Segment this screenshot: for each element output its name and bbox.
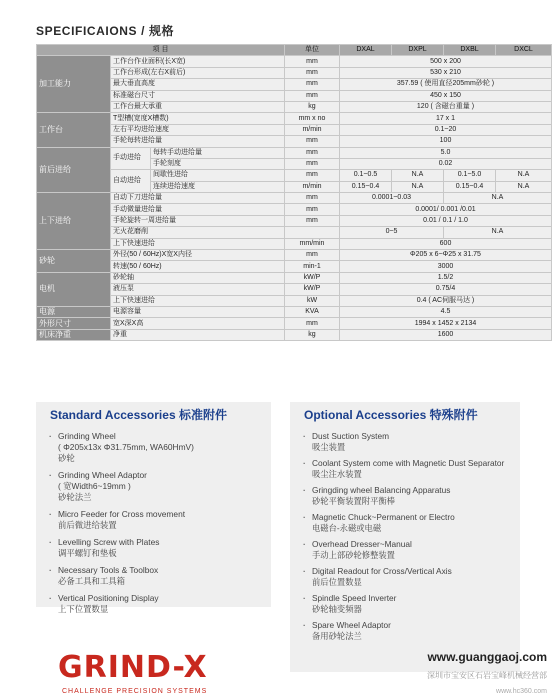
value-cell: 1.5/2: [340, 272, 552, 283]
unit-cell: min-1: [285, 261, 340, 272]
list-item: [58, 509, 271, 531]
value-cell: 450 x 150: [340, 90, 552, 101]
item-cell: 外径(50 / 60Hz)X宽X内径: [111, 250, 285, 261]
item-cell: 连续进给速度: [151, 181, 285, 192]
table-row: [37, 147, 552, 158]
accessory-en: · Vertical Positioning Display: [58, 593, 159, 603]
table-row: [37, 67, 552, 78]
unit-cell: mm: [285, 250, 340, 261]
table-row: [37, 170, 552, 181]
value-cell: 0.15~0.4: [340, 181, 392, 192]
list-item: [312, 431, 520, 453]
value-cell: 100: [340, 136, 552, 147]
accessory-en: · Magnetic Chuck~Permanent or Electro: [312, 512, 455, 522]
value-cell: 0.0001/ 0.001 /0.01: [340, 204, 552, 215]
optional-accessories-list: [290, 431, 520, 642]
accessory-cn: 前后微进给装置: [58, 520, 117, 530]
value-cell: 0.4 ( AC伺服马达 ): [340, 295, 552, 306]
category-cell: 外形尺寸: [37, 318, 111, 329]
category-cell: 加工能力: [37, 56, 111, 113]
accessory-cn: 砂轮平衡装置附平衡棒: [312, 496, 395, 506]
table-row: [37, 136, 552, 147]
standard-accessories-heading: Standard Accessories 标准附件: [50, 408, 227, 422]
list-item: [312, 566, 520, 588]
accessory-cn: 砂轮法兰: [58, 492, 92, 502]
accessory-en: · Spare Wheel Adaptor: [312, 620, 391, 630]
item-cell: 手轮旋转一周进给量: [111, 215, 285, 226]
item-cell: 最大垂直高度: [111, 79, 285, 90]
accessory-en: · Coolant System come with Magnetic Dust Separator: [312, 458, 505, 468]
table-row: [37, 306, 552, 317]
item-cell: 手轮刻度: [151, 158, 285, 169]
value-cell: N.A: [496, 170, 552, 181]
accessory-en: · Grinding Wheel Adaptor: [58, 470, 147, 480]
value-cell: 0.1~20: [340, 124, 552, 135]
accessory-en: · Micro Feeder for Cross movement: [58, 509, 186, 519]
value-cell: 0.15~0.4: [444, 181, 496, 192]
value-cell: N.A: [392, 181, 444, 192]
accessory-en: · Levelling Screw with Plates: [58, 537, 160, 547]
value-cell: N.A: [392, 170, 444, 181]
item-cell: 手轮每转进给量: [111, 136, 285, 147]
item-cell: 转速(50 / 60Hz): [111, 261, 285, 272]
header-unit: 单位: [285, 45, 340, 56]
table-row: [37, 329, 552, 340]
unit-cell: mm/min: [285, 238, 340, 249]
list-item: [312, 458, 520, 480]
watermark-company: 深圳市宝安区石岩宝峰机械经营部: [427, 671, 547, 680]
category-cell: 工作台: [37, 113, 111, 147]
value-cell: 0.75/4: [340, 284, 552, 295]
accessory-en: · Spindle Speed Inverter: [312, 593, 397, 603]
header-dxcl: DXCL: [496, 45, 552, 56]
accessory-cn: 电磁台-永磁或电磁: [312, 523, 382, 533]
unit-cell: mm: [285, 318, 340, 329]
accessory-cn: 前后位置数显: [312, 577, 362, 587]
category-cell: 上下进给: [37, 193, 111, 250]
item-cell: 净重: [111, 329, 285, 340]
value-cell: 5.0: [340, 147, 552, 158]
value-cell: N.A: [496, 181, 552, 192]
standard-accessories-list: [36, 431, 271, 615]
subcategory-cell: 手动进给: [111, 147, 151, 170]
item-cell: 左右平均进给速度: [111, 124, 285, 135]
value-cell: 357.59 ( 使用直径205mm砂轮 ): [340, 79, 552, 90]
value-cell: 0.0001~0.03: [340, 193, 444, 204]
page-title: SPECIFICAIONS / 规格: [36, 24, 175, 38]
table-row: [37, 272, 552, 283]
header-item: 项 目: [37, 45, 285, 56]
accessory-cn: 调平螺钉和垫板: [58, 548, 117, 558]
category-cell: 电机: [37, 272, 111, 306]
value-cell: N.A: [444, 193, 552, 204]
value-cell: 120 ( 含磁台重量 ): [340, 101, 552, 112]
value-cell: 0.1~5.0: [444, 170, 496, 181]
item-cell: 电源容量: [111, 306, 285, 317]
item-cell: 自动下刀进给量: [111, 193, 285, 204]
value-cell: 3000: [340, 261, 552, 272]
accessory-cn: 吸尘装置: [312, 442, 346, 452]
accessory-cn: 手动上部砂轮修整装置: [312, 550, 395, 560]
unit-cell: mm: [285, 79, 340, 90]
accessory-spec: ( Φ205x13x Φ31.75mm, WA60HmV): [58, 442, 194, 452]
value-cell: 0.1~0.5: [340, 170, 392, 181]
category-cell: 机床净重: [37, 329, 111, 340]
category-cell: 前后进给: [37, 147, 111, 193]
value-cell: 500 x 200: [340, 56, 552, 67]
table-row: [37, 79, 552, 90]
subcategory-cell: 自动进给: [111, 170, 151, 193]
accessory-en: · Dust Suction System: [312, 431, 390, 441]
table-row: [37, 318, 552, 329]
spec-header-row: [37, 45, 552, 56]
unit-cell: kW/P: [285, 284, 340, 295]
value-cell: N.A: [444, 227, 552, 238]
list-item: [312, 593, 520, 615]
list-item: [58, 537, 271, 559]
category-cell: 砂轮: [37, 250, 111, 273]
unit-cell: KVA: [285, 306, 340, 317]
table-row: [37, 90, 552, 101]
list-item: [312, 512, 520, 534]
unit-cell: kg: [285, 101, 340, 112]
accessory-cn: 上下位置数显: [58, 604, 109, 614]
unit-cell: mm: [285, 67, 340, 78]
table-row: [37, 227, 552, 238]
unit-cell: mm x no: [285, 113, 340, 124]
table-row: [37, 56, 552, 67]
list-item: [58, 431, 271, 464]
unit-cell: mm: [285, 158, 340, 169]
table-row: [37, 101, 552, 112]
value-cell: 600: [340, 238, 552, 249]
watermark-hc360: www.hc360.com: [496, 688, 547, 695]
accessory-spec: ( 宽Width6~19mm ): [58, 481, 131, 491]
item-cell: 宽X深X高: [111, 318, 285, 329]
item-cell: 工作台最大承重: [111, 101, 285, 112]
unit-cell: mm: [285, 56, 340, 67]
list-item: [58, 470, 271, 503]
list-item: [58, 593, 271, 615]
table-row: [37, 250, 552, 261]
unit-cell: mm: [285, 193, 340, 204]
item-cell: 标准磁台尺寸: [111, 90, 285, 101]
brand-logo: GRIND-X: [58, 650, 208, 685]
brand-tagline: CHALLENGE PRECISION SYSTEMS: [62, 688, 208, 695]
spec-table: [36, 44, 552, 341]
accessory-cn: 砂轮轴变频器: [312, 604, 362, 614]
item-cell: 工作台作业面积(长X宽): [111, 56, 285, 67]
header-dxbl: DXBL: [444, 45, 496, 56]
unit-cell: mm: [285, 136, 340, 147]
item-cell: 上下快速进给: [111, 238, 285, 249]
header-dxpl: DXPL: [392, 45, 444, 56]
accessory-en: · Necessary Tools & Toolbox: [58, 565, 159, 575]
unit-cell: m/min: [285, 124, 340, 135]
list-item: [312, 539, 520, 561]
unit-cell: mm: [285, 147, 340, 158]
item-cell: 间歇性进给: [151, 170, 285, 181]
unit-cell: mm: [285, 215, 340, 226]
list-item: [312, 620, 520, 642]
value-cell: 0.02: [340, 158, 552, 169]
table-row: [37, 204, 552, 215]
accessory-cn: 备用砂轮法兰: [312, 631, 362, 641]
value-cell: 1994 x 1452 x 2134: [340, 318, 552, 329]
unit-cell: mm: [285, 204, 340, 215]
accessory-en: · Gringding wheel Balancing Apparatus: [312, 485, 451, 495]
table-row: [37, 113, 552, 124]
accessory-cn: 吸尘注水装置: [312, 469, 362, 479]
value-cell: 0.01 / 0.1 / 1.0: [340, 215, 552, 226]
unit-cell: kW/P: [285, 272, 340, 283]
table-row: [37, 193, 552, 204]
list-item: [312, 485, 520, 507]
accessory-en: · Grinding Wheel: [58, 431, 116, 441]
accessory-cn: 砂轮: [58, 453, 75, 463]
item-cell: 无火花磨削: [111, 227, 285, 238]
accessory-cn: 必备工具和工具箱: [58, 576, 125, 586]
value-cell: 1600: [340, 329, 552, 340]
item-cell: 每转手动进给量: [151, 147, 285, 158]
unit-cell: mm: [285, 90, 340, 101]
category-cell: 电源: [37, 306, 111, 317]
accessory-en: · Digital Readout for Cross/Vertical Axis: [312, 566, 452, 576]
table-row: [37, 261, 552, 272]
value-cell: Φ205 x 6~Φ25 x 31.75: [340, 250, 552, 261]
unit-cell: m/min: [285, 181, 340, 192]
item-cell: 工作台形成(左右X前后): [111, 67, 285, 78]
item-cell: 上下快速进给: [111, 295, 285, 306]
unit-cell: kg: [285, 329, 340, 340]
accessory-en: · Overhead Dresser~Manual: [312, 539, 412, 549]
unit-cell: [285, 227, 340, 238]
item-cell: 手动微量进给量: [111, 204, 285, 215]
optional-accessories: [290, 402, 520, 672]
table-row: [37, 238, 552, 249]
value-cell: 0~5: [340, 227, 444, 238]
list-item: [58, 565, 271, 587]
optional-accessories-heading: Optional Accessories 特殊附件: [304, 408, 478, 422]
value-cell: 4.5: [340, 306, 552, 317]
standard-accessories: [36, 402, 271, 614]
watermark-site: www.guanggaoj.com: [427, 650, 547, 664]
table-row: [37, 124, 552, 135]
item-cell: 液压泵: [111, 284, 285, 295]
table-row: [37, 295, 552, 306]
value-cell: 530 x 210: [340, 67, 552, 78]
value-cell: 17 x 1: [340, 113, 552, 124]
item-cell: T型槽(宽度X槽数): [111, 113, 285, 124]
header-dxal: DXAL: [340, 45, 392, 56]
item-cell: 砂轮轴: [111, 272, 285, 283]
table-row: [37, 215, 552, 226]
unit-cell: mm: [285, 170, 340, 181]
unit-cell: kW: [285, 295, 340, 306]
table-row: [37, 284, 552, 295]
